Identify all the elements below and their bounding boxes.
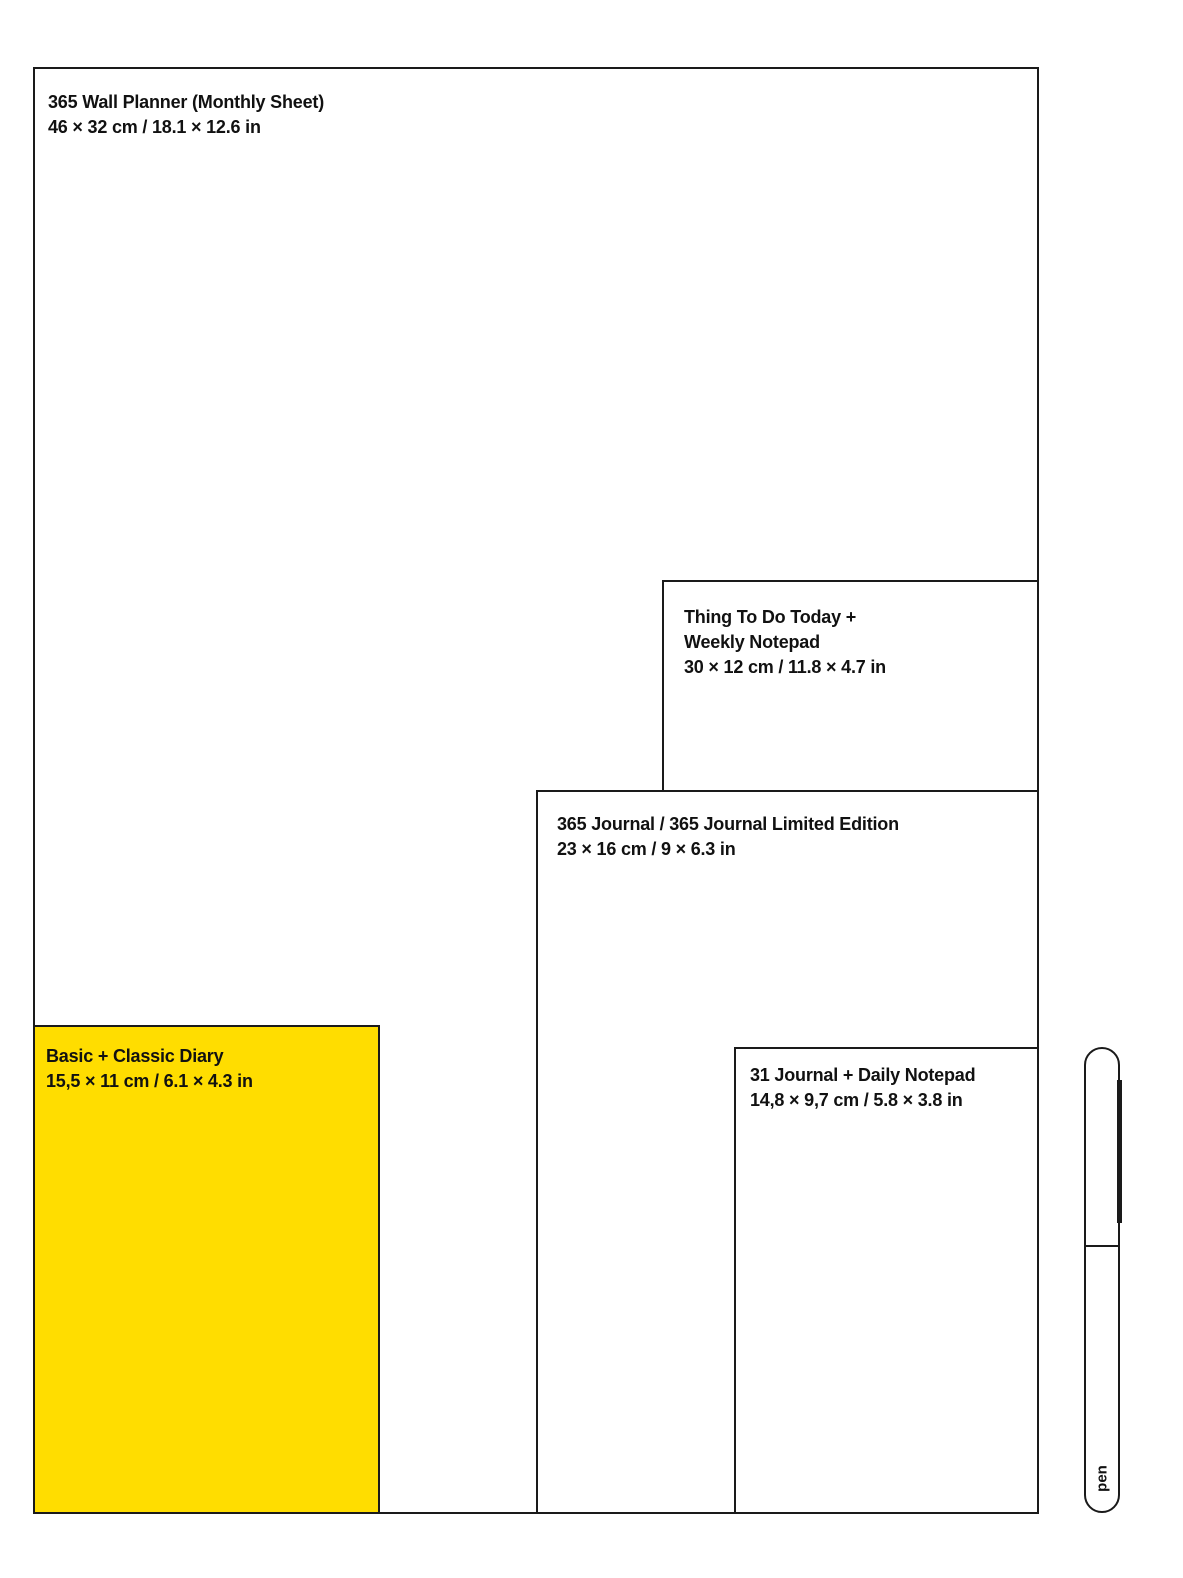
journal-365-size: 23 × 16 cm / 9 × 6.3 in <box>557 839 736 859</box>
diary-outline <box>33 1025 380 1514</box>
journal-31-outline <box>734 1047 1039 1514</box>
journal-31-name: 31 Journal + Daily Notepad <box>750 1065 976 1085</box>
diary-name: Basic + Classic Diary <box>46 1046 224 1066</box>
journal-365-name: 365 Journal / 365 Journal Limited Edition <box>557 814 899 834</box>
wall-planner-size: 46 × 32 cm / 18.1 × 12.6 in <box>48 117 261 137</box>
todo-notepad-size: 30 × 12 cm / 11.8 × 4.7 in <box>684 657 886 677</box>
diary-size: 15,5 × 11 cm / 6.1 × 4.3 in <box>46 1071 253 1091</box>
pen-label: pen <box>1093 1465 1111 1492</box>
pen-clip <box>1117 1080 1122 1223</box>
pen-cap-divider <box>1086 1245 1118 1247</box>
todo-notepad-name-line1: Thing To Do Today + <box>684 607 857 627</box>
wall-planner-label <box>48 90 324 140</box>
todo-notepad-outline <box>662 580 1039 792</box>
journal-365-label <box>557 812 899 862</box>
journal-31-label <box>750 1063 975 1113</box>
todo-notepad-name-line2: Weekly Notepad <box>684 632 820 652</box>
journal-31-size: 14,8 × 9,7 cm / 5.8 × 3.8 in <box>750 1090 963 1110</box>
pen-outline <box>1084 1047 1120 1513</box>
diary-label <box>46 1044 253 1094</box>
wall-planner-name: 365 Wall Planner (Monthly Sheet) <box>48 92 324 112</box>
todo-notepad-label <box>684 605 886 680</box>
